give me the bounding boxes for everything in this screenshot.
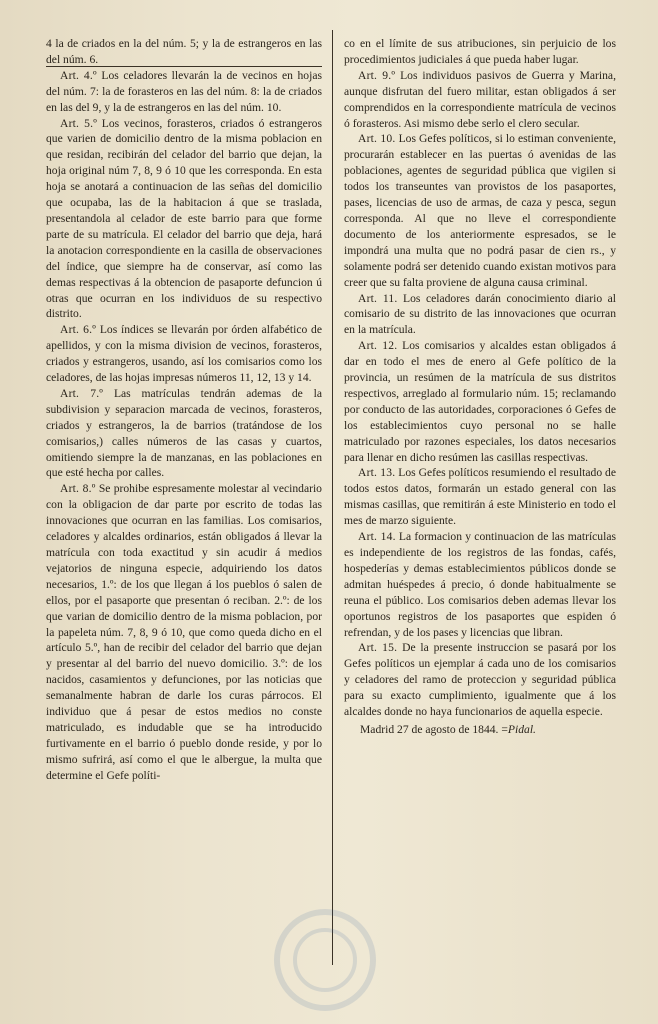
paragraph — [46, 36, 322, 68]
article-label: Art. 8.º — [60, 482, 96, 496]
library-stamp-watermark — [250, 905, 400, 1015]
paragraph-text: Las matrículas tendrán ademas de la subdivision y separacion marcada de vecinos, forasteros, criados y estrangeros, la de barrios (tratándose de los comisarios,) calles números de las casas y cuartos, omitiendo siempre la de manzanas, en las poblaciones en que esté hecha por calles. — [46, 386, 322, 480]
column-divider — [332, 30, 333, 965]
paragraph — [344, 465, 616, 529]
signoff-place-date: Madrid 27 de agosto de 1844. — [360, 722, 499, 736]
article-label: Art. 6.º — [60, 323, 97, 337]
article-label: Art. 10. — [358, 132, 396, 146]
article-label: Art. 14. — [358, 530, 396, 544]
article-label: Art. 11. — [358, 291, 398, 305]
paragraph — [344, 529, 616, 640]
paragraph-text: Los comisarios y alcaldes estan obligados á dar en todo el mes de enero al Gefe político de la provincia, un resúmen de la matrícula de sus distritos respectivos, arreglado al formulario núm. 15; reclamando por conducto de las autoridades, corporaciones ó Gefes de los establecimientos cuyo personal no se halle matriculado por razones especiales, los datos necesarios para llenar en dicho resúmen las casillas respectivas. — [344, 339, 616, 464]
article-label: Art. 15. — [358, 641, 398, 655]
article-label: Art. 13. — [358, 466, 396, 480]
signoff-dash: = — [501, 722, 508, 736]
paragraph-text: Se prohibe espresamente molestar al vecindario con la obligacion de dar parte por escrito de todas las innovaciones que ocurran en las familias. Los comisarios, celadores y alcaldes ordinarios, están obligados á llevar la matrícula con toda exactitud y sin acudir á medios vejatorios de ninguna especie, adquiriendo los datos necesarios, 1.º: de los que llegan á los pueblos ó salen de ellos, por el pasaporte que presentan ó reciban. 2.º: de los que varian de domicilio dentro de la misma poblacion, por la papeleta núm. 7, 8, 9 ó 10, que como queda dicho en el artículo 5.º, han de recibir del celador del barrio que dejan y presentar al del barrio del nuevo domicilio. 3.º: de los nacidos, casamientos y defunciones, por las noticias que semanalmente habran de darle los curas párrocos. El individuo que á pesar de estos medios no conste matriculado, es indudable que se ha introducido furtivamente en el barrio ó pueblo donde reside, y por lo mismo sufrirá, así como el que le albergue, la multa que determine el Gefe políti- — [46, 482, 322, 782]
paragraph-text: Los índices se llevarán por órden alfabético de apellidos, y con la misma division de vecinos, forasteros, criados y estrangeros, usando, así los comisarios como los celadores, de las hojas impresas números 11, 12, 13 y 14. — [46, 323, 322, 385]
paragraph — [344, 640, 616, 720]
paragraph — [344, 291, 616, 339]
paragraph-text: Los vecinos, forasteros, criados ó estrangeros que varien de domicilio dentro de la misma poblacion en que residan, recibirán del celador del barrio que dejan, la hoja original núm 7, 8, 9 ó 10 que les corresponda. En esta hoja se anotará a continuacion de las señas del domicilio que ocupaba, las de la habitacion á que se traslada, presentandola al celador de este barrio para que forme parte de su matrícula. El celador del barrio que deja, hará la anotacion correspondiente en la casilla de observaciones del índice, que siempre ha de conservar, así como las demas respectivas á la obtencion de pasaporte defuncion ú otras que ocurran en los individuos de su respectivo distrito. — [46, 116, 322, 321]
paragraph-text: Los Gefes políticos, si lo estiman conveniente, procurarán establecer en las puertas ó avenidas de las poblaciones, agentes de seguridad pública que vigilen si todos los transeuntes van provistos de los pasaportes, pases, licencias de uso de armas, de caza y pesca, segun corresponda. Al que no lleve el correspondiente documento de los anteriormente espresados, se le impondrá una multa que no podrá pasar de cien rs., y solamente podrá ser detenido cuando existan motivos para creer que su falta proviene de alguna causa criminal. — [344, 132, 616, 289]
header-rule — [46, 66, 322, 67]
paragraph-text: De la presente instruccion se pasará por los Gefes políticos un ejemplar á cada uno de los comisarios y celadores del ramo de proteccion y seguridad pública para su exacto cumplimiento, igualmente que á los alcaldes donde no haya funcionarios de aquella especie. — [344, 641, 616, 719]
paragraph — [344, 36, 616, 68]
paragraph-text: Los Gefes políticos resumiendo el resultado de todos estos datos, formarán un estado general con las mismas casillas, que remitirán á este Ministerio en todo el mes de marzo siguiente. — [344, 466, 617, 528]
paragraph-text: Los celadores llevarán la de vecinos en hojas del núm. 7: la de forasteros en las del núm. 8: la de criados en las del 9, y la de estrangeros en las del núm. 10. — [46, 68, 322, 114]
paragraph — [344, 131, 616, 290]
paragraph-text: Los celadores darán conocimiento diario al comisario de su distrito de las innovaciones que ocurran en la matrícula. — [344, 291, 616, 337]
article-label: Art. 5.º — [60, 116, 98, 130]
paragraph — [46, 322, 322, 386]
paragraph-text: 4 la de criados en la del núm. 5; y la de estrangeros en las del núm. 6. — [46, 37, 322, 66]
paragraph — [46, 481, 322, 783]
paragraph — [46, 68, 322, 116]
signoff-name: Pidal. — [507, 722, 536, 736]
article-label: Art. 12. — [358, 339, 398, 353]
right-column — [344, 36, 616, 738]
left-column — [46, 36, 322, 784]
signoff — [344, 722, 616, 738]
paragraph — [344, 68, 616, 132]
paragraph-text: La formacion y continuacion de las matrículas es independiente de los registros de las fondas, cafés, hospederías y demas establecimientos públicos donde se admitan huéspedes á precio, ó donde habitualmente se reuna el público. Los comisarios deben ademas llevar los oportunos registros de los pasaportes que espiden ó refrendan, y de los pases y licencias que libran. — [344, 530, 616, 639]
paragraph — [46, 386, 322, 481]
paragraph — [46, 116, 322, 323]
article-label: Art. 4.º — [60, 68, 97, 82]
paragraph — [344, 338, 616, 465]
paragraph-text: co en el límite de sus atribuciones, sin perjuicio de los procedimientos judiciales á que pueda haber lugar. — [344, 37, 616, 66]
paragraph-text: Los individuos pasivos de Guerra y Marina, aunque disfrutan del fuero militar, estan obligados á ser comprendidos en la correspondiente matrícula de vecinos ó forasteros. Asi mismo debe serlo el clero secular. — [344, 68, 616, 130]
article-label: Art. 7.º — [60, 386, 104, 400]
article-label: Art. 9.º — [358, 68, 396, 82]
